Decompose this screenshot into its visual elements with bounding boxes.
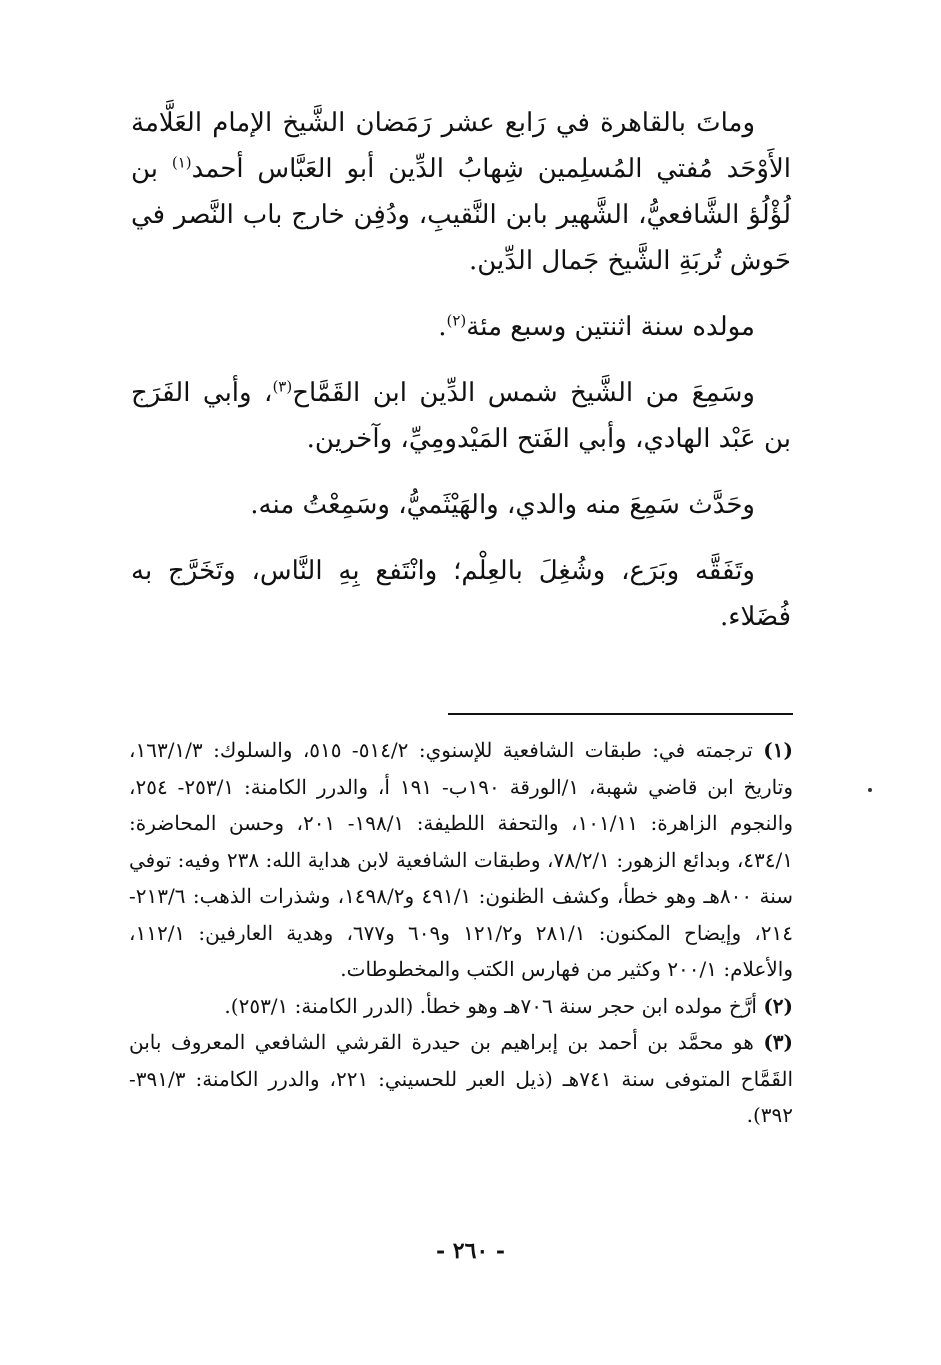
footnote-text: أرَّخ مولده ابن حجر سنة ٧٠٦هـ وهو خطأ. (الدرر الكامنة: ٢٥٣/١).	[224, 993, 757, 1018]
paragraph-text: وسَمِعَ من الشَّيخ شمس الدِّين ابن القَمَّاح	[292, 378, 755, 408]
paragraph-text: ، وأبي الفَرَج بن عَبْد الهادي، وأبي الفَتح المَيْدومِيِّ، وآخرين.	[131, 378, 791, 454]
main-text	[131, 100, 791, 660]
footnote-number: (٣)	[763, 1030, 794, 1054]
footnote-number: (١)	[763, 738, 793, 762]
footnote-3	[129, 1024, 793, 1134]
footnote-text: ترجمته في: طبقات الشافعية للإسنوي: ٥١٤/٢- ٥١٥، والسلوك: ١٦٣/١/٣، وتاريخ ابن قاضي شهبة، ١/الورقة ١٩٠ب- ١٩١ أ، والدرر الكامنة: ٢٥٣/١- ٢٥٤، والنجوم الزاهرة: ١٠١/١١، والتحفة اللطيفة: ١٩٨/١- ٢٠١، وحسن المحاضرة: ٤٣٤/١، وبدائع الزهور: ٧٨/٢/١، وطبقات الشافعية لابن هداية الله: ٢٣٨ وفيه: توفي سنة ٨٠٠هـ وهو خطأ، وكشف الظنون: ٤٩١/١ و١٤٩٨/٢، وشذرات الذهب: ٢١٣/٦- ٢١٤، وإيضاح المكنون: ٢٨١/١ و١٢١/٢ و٦٠٩ و٦٧٧، وهدية العارفين: ١١٢/١، والأعلام: ٢٠٠/١ وكثير من فهارس الكتب والمخطوطات.	[129, 738, 794, 981]
footnote-text: هو محمَّد بن أحمد بن إبراهيم بن حيدرة القرشي الشافعي المعروف بابن القَمَّاح المتوفى سنة ٧٤١هـ (ذيل العبر للحسيني: ٢٢١، والدرر الكامنة: ٣٩١/٣- ٣٩٢).	[129, 1030, 794, 1127]
footnote-ref[interactable]: (١)	[171, 153, 192, 172]
paragraph-narration	[131, 482, 791, 528]
footnote-1	[129, 732, 793, 988]
paragraph-text: وحَدَّث سَمِعَ منه والدي، والهَيْثَميُّ، وسَمِعْتُ منه.	[250, 490, 755, 520]
footnote-number: (٢)	[763, 993, 793, 1018]
paragraph-text: بن لُؤْلُؤ الشَّافعيُّ، الشَّهير بابن النَّقيبِ، ودُفِن خارج باب النَّصر في حَوش تُربَةِ الشَّيخ جَمال الدِّين.	[131, 154, 791, 276]
paragraph-death	[131, 100, 791, 284]
footnote-divider	[448, 713, 793, 715]
footnote-ref[interactable]: (٣)	[272, 377, 293, 396]
paragraph-text: وتَفَقَّه وبَرَع، وشُغِلَ بالعِلْم؛ وانْتَفع بِهِ النَّاس، وتَخَرَّج به فُضَلاء.	[131, 556, 791, 632]
paragraph-teachers	[131, 370, 791, 462]
paragraph-birth	[131, 304, 791, 350]
paragraph-text: وماتَ بالقاهرة في رَابع عشر رَمَضان الشَّيخ الإمام العَلَّامة الأَوْحَد مُفتي المُسلِمين شِهابُ الدِّين أبو العَبَّاس أحمد	[131, 108, 791, 184]
paragraph-text: مولده سنة اثنتين وسبع مئة	[466, 312, 755, 342]
footnotes	[129, 732, 793, 1134]
footnote-ref[interactable]: (٢)	[446, 311, 467, 330]
page-number: - ٢٦٠ -	[435, 1238, 506, 1264]
paragraph-scholarship	[131, 548, 791, 640]
footnote-2	[129, 988, 793, 1025]
paragraph-text: .	[438, 312, 447, 342]
scan-speck	[868, 788, 872, 792]
